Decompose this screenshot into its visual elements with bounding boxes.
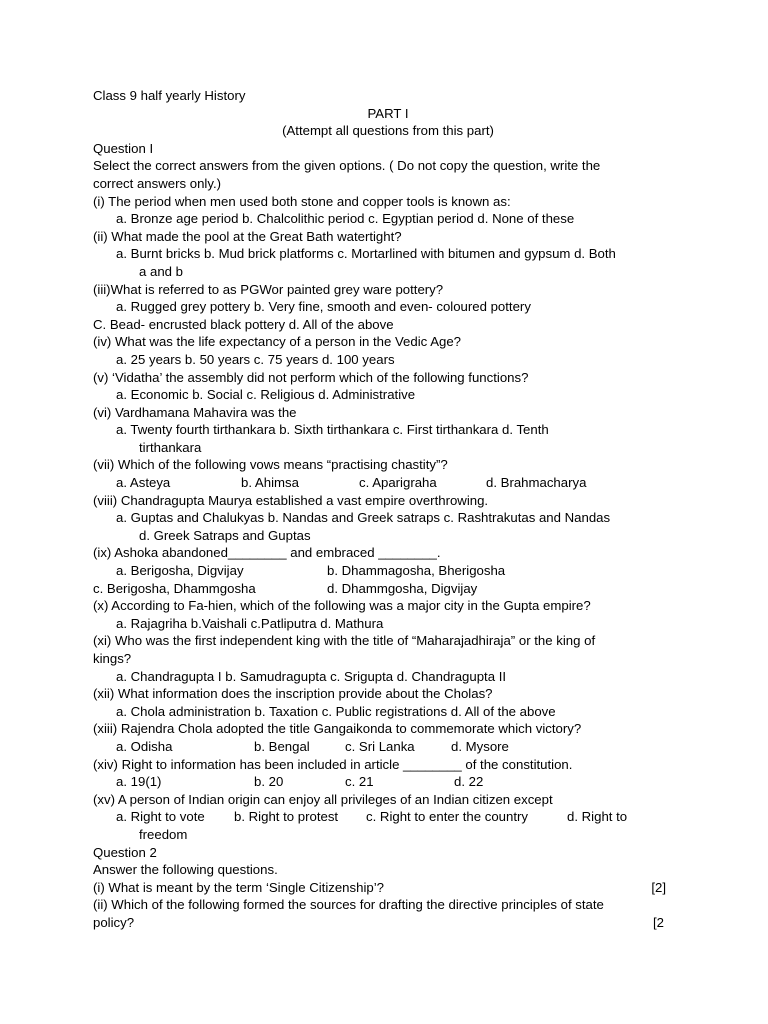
options-xii: a. Chola administration b. Taxation c. Public registrations d. All of the above	[116, 703, 556, 719]
options-v: a. Economic b. Social c. Religious d. Administrative	[116, 387, 416, 403]
options-vii	[93, 474, 683, 492]
question-iv: (iv) What was the life expectancy of a person in the Vedic Age?	[93, 334, 461, 350]
option-d: d. 22	[454, 774, 484, 790]
options-ii: a. Burnt bricks b. Mud brick platforms c. Mortarlined with bitumen and gypsum d. Both	[116, 246, 616, 262]
options-ix	[93, 562, 683, 580]
question-ii: (ii) What made the pool at the Great Bath watertight?	[93, 228, 402, 244]
option-a: a. Right to vote	[116, 809, 205, 825]
option-a: a. Asteya	[116, 475, 171, 491]
options-xiv	[93, 773, 683, 791]
options-ii-cont: a and b	[139, 263, 183, 279]
question-xii: (xii) What information does the inscription provide about the Cholas?	[93, 686, 493, 702]
part-heading: PART I	[367, 105, 409, 121]
exam-title: Class 9 half yearly History	[93, 88, 246, 103]
option-d: d. Mysore	[451, 738, 509, 754]
option-b: b. Ahimsa	[241, 475, 299, 491]
question-2-heading: Question 2	[93, 844, 157, 860]
options-xiii	[93, 738, 683, 756]
question-iii: (iii)What is referred to as PGWor painted grey ware pottery?	[93, 281, 444, 297]
options-vi-cont: tirthankara	[139, 439, 202, 455]
marks-badge: [2	[653, 914, 664, 930]
options-xv-cont: freedom	[139, 826, 188, 842]
options-i: a. Bronze age period b. Chalcolithic period c. Egyptian period d. None of these	[116, 211, 575, 227]
exam-page	[93, 87, 683, 932]
question-vi: (vi) Vardhamana Mahavira was the	[93, 404, 297, 420]
question-v: (v) ‘Vidatha’ the assembly did not perform which of the following functions?	[93, 369, 529, 385]
q2-question-i-text: (i) What is meant by the term ‘Single Citizenship’?	[93, 879, 384, 895]
option-b: b. Bengal	[254, 738, 310, 754]
option-a: a. Odisha	[116, 738, 173, 754]
option-b: b. Dhammagosha, Bherigosha	[327, 563, 506, 579]
question-xi-cont: kings?	[93, 651, 132, 666]
question-1-heading: Question I	[93, 140, 154, 156]
question-2-intro: Answer the following questions.	[93, 862, 278, 878]
options-viii-cont: d. Greek Satraps and Guptas	[139, 527, 311, 543]
options-iii: a. Rugged grey pottery b. Very fine, smooth and even- coloured pottery	[116, 299, 531, 315]
option-c: c. Sri Lanka	[345, 738, 415, 754]
option-d: d. Dhammgosha, Digvijay	[327, 580, 478, 596]
question-xiii: (xiii) Rajendra Chola adopted the title Gangaikonda to commemorate which victory?	[93, 721, 582, 737]
question-1-intro: Select the correct answers from the given options. ( Do not copy the question, write the	[93, 158, 601, 174]
option-c: c. Right to enter the country	[366, 809, 528, 825]
q2-question-ii-cont-text: policy?	[93, 914, 135, 930]
question-xi: (xi) Who was the first independent king with the title of “Maharajadhiraja” or the king of	[93, 633, 596, 649]
part-instruction: (Attempt all questions from this part)	[282, 123, 494, 139]
option-a: a. 19(1)	[116, 774, 162, 790]
option-b: b. 20	[254, 774, 284, 790]
option-c: c. 21	[345, 774, 374, 790]
q2-question-i	[93, 879, 683, 897]
options-xv	[93, 808, 683, 826]
options-viii: a. Guptas and Chalukyas b. Nandas and Greek satraps c. Rashtrakutas and Nandas	[116, 510, 611, 526]
options-iii-second: C. Bead- encrusted black pottery d. All of the above	[93, 316, 394, 332]
options-ix-second	[93, 580, 683, 598]
options-x: a. Rajagriha b.Vaishali c.Patliputra d. Mathura	[116, 615, 384, 631]
options-iv: a. 25 years b. 50 years c. 75 years d. 100 years	[116, 351, 395, 367]
marks-badge: [2]	[651, 879, 666, 895]
option-c: c. Berigosha, Dhammgosha	[93, 580, 256, 596]
question-xiv: (xiv) Right to information has been included in article ________ of the constitution.	[93, 756, 573, 772]
question-1-intro-cont: correct answers only.)	[93, 175, 222, 191]
question-ix: (ix) Ashoka abandoned________ and embraced ________.	[93, 545, 441, 561]
option-d: d. Right to	[567, 809, 628, 825]
option-a: a. Berigosha, Digvijay	[116, 563, 244, 579]
q2-question-ii: (ii) Which of the following formed the sources for drafting the directive principles of state	[93, 897, 604, 913]
question-xv: (xv) A person of Indian origin can enjoy all privileges of an Indian citizen except	[93, 791, 553, 807]
option-b: b. Right to protest	[234, 809, 339, 825]
option-d: d. Brahmacharya	[486, 475, 587, 491]
question-i: (i) The period when men used both stone and copper tools is known as:	[93, 193, 511, 209]
question-viii: (viii) Chandragupta Maurya established a vast empire overthrowing.	[93, 492, 489, 508]
q2-question-ii-cont	[93, 914, 683, 932]
question-x: (x) According to Fa-hien, which of the following was a major city in the Gupta empire?	[93, 598, 591, 614]
option-c: c. Aparigraha	[359, 475, 437, 491]
options-vi: a. Twenty fourth tirthankara b. Sixth tirthankara c. First tirthankara d. Tenth	[116, 422, 549, 438]
question-vii: (vii) Which of the following vows means “practising chastity”?	[93, 457, 448, 473]
options-xi: a. Chandragupta I b. Samudragupta c. Srigupta d. Chandragupta II	[116, 668, 507, 684]
